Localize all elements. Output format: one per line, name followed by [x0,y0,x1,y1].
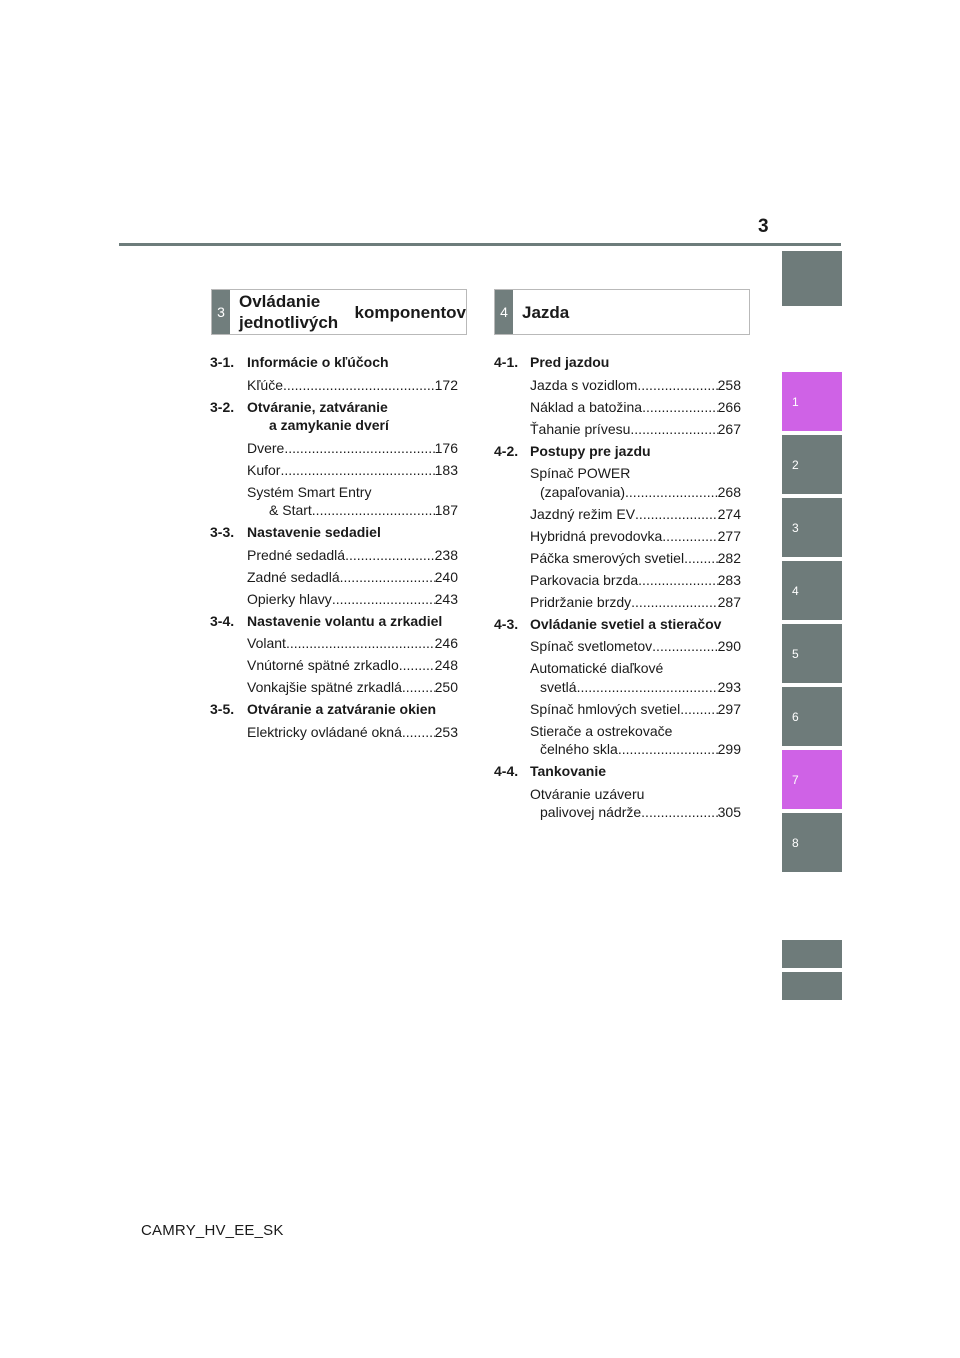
toc-entry-link[interactable]: Pridržanie brzdy ..... 287 [530,594,741,611]
leader-dots [280,462,434,479]
toc-entry-link[interactable]: Spínač svetlometov ..... 290 [530,638,741,655]
chapter-number: 3-2. [210,398,235,415]
side-tab-1[interactable]: 1 [782,372,842,431]
section-number: 3 [212,290,230,334]
toc-entry-link[interactable]: Volant ..... 246 [247,635,458,652]
leader-dots [577,679,718,696]
section-title: Jazda [522,302,570,322]
leader-dots [635,506,718,523]
page-ref: 248 [434,657,458,673]
page-ref: 183 [434,461,458,478]
toc-entry-link[interactable]: Vnútorné spätné zrkadlo ..... 248 [247,657,458,674]
page-ref: 240 [434,568,458,585]
page-ref: 277 [717,527,741,544]
page-ref: 243 [434,590,458,607]
side-tab-4[interactable]: 4 [782,561,842,620]
toc-entry-link[interactable]: Vonkajšie spätné zrkadlá ..... 250 [247,679,458,696]
page-ref: 299 [717,741,741,757]
page-ref: 266 [717,398,741,415]
toc-entry-link[interactable]: Jazdný režim EV ..... 274 [530,506,741,523]
leader-dots [652,638,717,655]
chapter-number: 3-1. [210,354,235,370]
side-tab-3[interactable]: 3 [782,498,842,557]
page-ref: 187 [434,502,458,518]
side-tab-7[interactable]: 7 [782,750,842,809]
leader-dots [625,484,718,501]
leader-dots [345,547,435,564]
leader-dots [286,635,435,652]
leader-dots [402,724,435,741]
leader-dots [638,572,717,589]
page-ref: 268 [717,483,741,500]
side-tab-8[interactable]: 8 [782,813,842,872]
toc-entry-link[interactable]: Opierky hlavy ..... 243 [247,591,458,608]
side-tab-5[interactable]: 5 [782,624,842,683]
leader-dots [642,399,718,416]
chapter-number: 3-3. [210,524,235,540]
page-ref: 282 [717,549,741,566]
toc-entry-link[interactable]: Parkovacia brzda ..... 283 [530,572,741,589]
header-rule [119,243,841,246]
toc-entry-link[interactable]: Kľúče ..... 172 [247,377,458,394]
chapter-number: 4-1. [494,354,519,370]
page-ref: 283 [717,571,741,588]
side-tab-blank-top[interactable] [782,251,842,306]
toc-entry-link[interactable]: palivovej nádrže ..... 305 [540,804,741,821]
side-tab-index-2[interactable] [782,972,842,1000]
section-header-4 [494,289,750,335]
side-tab-2[interactable]: 2 [782,435,842,494]
chapter-number: 4-2. [494,442,519,459]
toc-entry-text: Stierače a ostrekovače [530,722,673,739]
chapter-number: 4-4. [494,763,519,779]
toc-entry-link[interactable]: Dvere ..... 176 [247,440,458,457]
toc-entry-link[interactable]: Páčka smerových svetiel ..... 282 [530,550,741,567]
leader-dots [402,679,435,696]
toc-entry-link[interactable]: Kufor ..... 183 [247,462,458,479]
page-ref: 274 [717,505,741,522]
toc-entry-link[interactable]: Elektricky ovládané okná ..... 253 [247,724,458,741]
document-code: CAMRY_HV_EE_SK [141,1222,284,1239]
chapter-number: 4-3. [494,615,519,632]
side-tab-index-1[interactable] [782,940,842,968]
leader-dots [284,440,434,457]
page-ref: 172 [434,376,458,393]
leader-dots [630,421,717,438]
leader-dots [631,594,717,611]
leader-dots [662,528,717,545]
page-ref: 250 [434,679,458,695]
page-ref: 287 [717,593,741,610]
toc-entry-link[interactable]: čelného skla ..... 299 [540,741,741,758]
page-ref: 258 [717,376,741,393]
side-tab-6[interactable]: 6 [782,687,842,746]
toc-entry-link[interactable]: & Start ..... 187 [269,502,458,519]
toc-entry-text: Otváranie uzáveru [530,785,645,802]
toc-entry-text: Automatické diaľkové [530,660,664,676]
leader-dots [684,550,718,567]
toc-entry-text: Spínač POWER [530,465,631,481]
toc-entry-link[interactable]: Spínač hmlových svetiel ..... 297 [530,701,741,718]
page-ref: 246 [434,635,458,651]
toc-entry-link[interactable]: Náklad a batožina ..... 266 [530,399,741,416]
section-title: Ovládanie jednotlivých komponentov [239,292,466,332]
leader-dots [618,741,718,758]
section-number: 4 [495,290,513,334]
page-ref: 293 [717,678,741,695]
page-ref: 253 [434,723,458,740]
page-ref: 176 [434,439,458,456]
leader-dots [641,804,717,821]
toc-entry-link[interactable]: Hybridná prevodovka ..... 277 [530,528,741,545]
toc-entry-link[interactable]: (zapaľovania) ..... 268 [540,484,741,501]
page-number: 3 [758,216,769,237]
section-header-3 [211,289,467,335]
leader-dots [332,591,435,608]
toc-entry-link[interactable]: svetlá ..... 293 [540,679,741,696]
chapter-number: 3-4. [210,612,235,629]
leader-dots [283,377,435,394]
leader-dots [312,502,435,519]
toc-entry-link[interactable]: Predné sedadlá ..... 238 [247,547,458,564]
leader-dots [399,657,435,674]
page-ref: 267 [717,420,741,437]
page-ref: 238 [434,546,458,563]
toc-entry-link[interactable]: Zadné sedadlá ..... 240 [247,569,458,586]
toc-entry-link[interactable]: Jazda s vozidlom ..... 258 [530,377,741,394]
toc-entry-text: Systém Smart Entry [247,483,372,500]
page-ref: 305 [717,804,741,820]
leader-dots [680,701,717,718]
leader-dots [340,569,435,586]
leader-dots [637,377,717,394]
toc-entry-link[interactable]: Ťahanie prívesu ..... 267 [530,421,741,438]
page-ref: 290 [717,638,741,654]
chapter-number: 3-5. [210,701,235,717]
page-ref: 297 [717,700,741,717]
